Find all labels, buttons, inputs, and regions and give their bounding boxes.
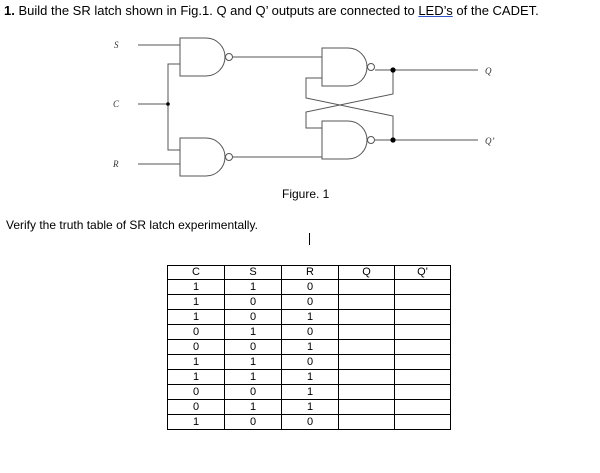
- header-qprime: Q': [395, 266, 451, 280]
- nand-gate-2-bubble: [226, 154, 233, 161]
- cell-qprime[interactable]: [395, 280, 451, 295]
- wire-c: [138, 64, 180, 150]
- question-number: 1.: [4, 3, 15, 18]
- table-row: [168, 340, 451, 355]
- header-q: Q: [339, 266, 395, 280]
- question-text-end: of the CADET.: [452, 3, 539, 18]
- junction-qprime: [390, 137, 395, 142]
- cell-q[interactable]: [339, 400, 395, 415]
- junction-c: [166, 102, 170, 106]
- label-c: C: [113, 99, 120, 109]
- cell-q[interactable]: [339, 370, 395, 385]
- question-text: Build the SR latch shown in Fig.1. Q and Q’ outputs are connected to: [14, 3, 419, 18]
- cell-q[interactable]: [339, 415, 395, 430]
- cell-q[interactable]: [339, 355, 395, 370]
- junction-q: [390, 67, 395, 72]
- header-c: C: [168, 266, 225, 280]
- cell-c: 1: [168, 370, 225, 385]
- cell-s: 0: [225, 385, 282, 400]
- cell-c: 0: [168, 340, 225, 355]
- cell-s: 1: [225, 280, 282, 295]
- cell-r: 0: [282, 325, 339, 340]
- nand-gate-2: [180, 138, 225, 176]
- cell-q[interactable]: [339, 280, 395, 295]
- cell-qprime[interactable]: [395, 400, 451, 415]
- cell-s: 0: [225, 415, 282, 430]
- cell-qprime[interactable]: [395, 370, 451, 385]
- instruction-text: Verify the truth table of SR latch experimentally.: [6, 218, 258, 232]
- header-r: R: [282, 266, 339, 280]
- cell-s: 0: [225, 340, 282, 355]
- table-row: [168, 310, 451, 325]
- nand-gate-1-bubble: [226, 54, 233, 61]
- cell-q[interactable]: [339, 310, 395, 325]
- cell-c: 0: [168, 385, 225, 400]
- cell-q[interactable]: [339, 295, 395, 310]
- cell-r: 1: [282, 310, 339, 325]
- cell-s: 0: [225, 310, 282, 325]
- cell-r: 1: [282, 400, 339, 415]
- label-qprime: Q’: [485, 136, 495, 146]
- figure-caption: Figure. 1: [282, 187, 330, 201]
- nand-gate-4-bubble: [368, 137, 375, 144]
- cell-c: 1: [168, 355, 225, 370]
- table-row: [168, 295, 451, 310]
- label-r: R: [113, 159, 119, 169]
- table-row: [168, 280, 451, 295]
- led-link[interactable]: LED’s: [418, 3, 453, 18]
- table-row: [168, 325, 451, 340]
- cell-r: 1: [282, 370, 339, 385]
- cell-c: 0: [168, 325, 225, 340]
- table-row: [168, 355, 451, 370]
- nand-gate-3-bubble: [368, 64, 375, 71]
- label-s: S: [114, 40, 119, 50]
- cell-qprime[interactable]: [395, 385, 451, 400]
- cell-s: 1: [225, 370, 282, 385]
- sr-latch-diagram: [0, 0, 600, 210]
- label-q: Q: [485, 66, 492, 76]
- cell-c: 1: [168, 295, 225, 310]
- cell-c: 1: [168, 415, 225, 430]
- nand-gate-1: [180, 38, 225, 76]
- cell-r: 0: [282, 280, 339, 295]
- cell-s: 1: [225, 400, 282, 415]
- cell-qprime[interactable]: [395, 340, 451, 355]
- truth-table-header: [168, 266, 451, 280]
- cell-r: 0: [282, 415, 339, 430]
- table-row: [168, 415, 451, 430]
- cell-r: 1: [282, 385, 339, 400]
- cell-q[interactable]: [339, 385, 395, 400]
- cell-c: 0: [168, 400, 225, 415]
- truth-table: [167, 265, 451, 430]
- cell-s: 1: [225, 325, 282, 340]
- cell-qprime[interactable]: [395, 415, 451, 430]
- cell-s: 0: [225, 295, 282, 310]
- cell-qprime[interactable]: [395, 310, 451, 325]
- nand-gate-4: [322, 121, 367, 159]
- cell-r: 1: [282, 340, 339, 355]
- table-row: [168, 385, 451, 400]
- cell-qprime[interactable]: [395, 325, 451, 340]
- feedback-q: [306, 70, 393, 128]
- cell-q[interactable]: [339, 340, 395, 355]
- cell-c: 1: [168, 280, 225, 295]
- text-cursor: [309, 233, 310, 245]
- cell-r: 0: [282, 295, 339, 310]
- cell-s: 1: [225, 355, 282, 370]
- nand-gate-3: [322, 48, 367, 86]
- table-row: [168, 370, 451, 385]
- cell-r: 0: [282, 355, 339, 370]
- table-row: [168, 400, 451, 415]
- header-s: S: [225, 266, 282, 280]
- cell-q[interactable]: [339, 325, 395, 340]
- cell-qprime[interactable]: [395, 295, 451, 310]
- cell-qprime[interactable]: [395, 355, 451, 370]
- cell-c: 1: [168, 310, 225, 325]
